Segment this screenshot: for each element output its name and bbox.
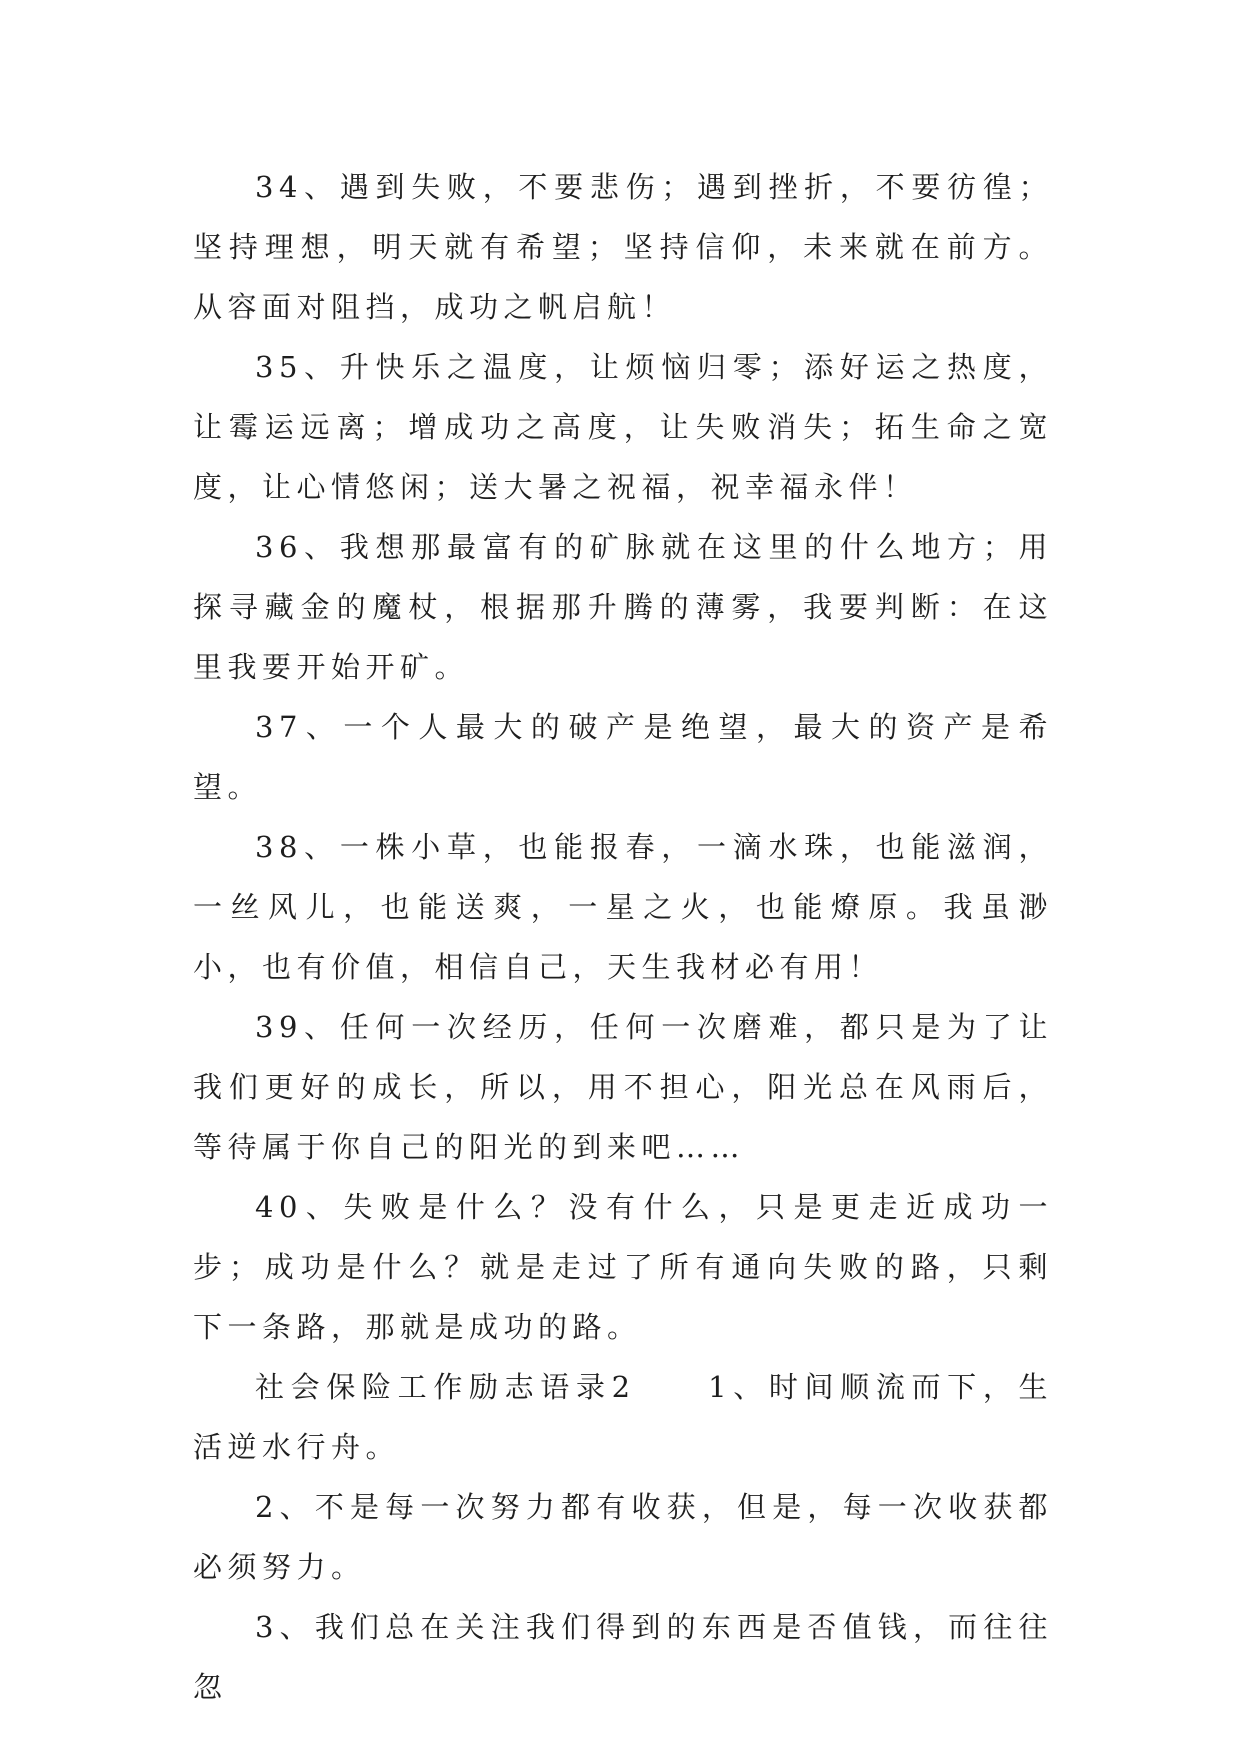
paragraph-35: 35、升快乐之温度，让烦恼归零；添好运之热度，让霉运远离；增成功之高度，让失败消失；拓生命之宽度，让心情悠闲；送大暑之祝福，祝幸福永伴！	[193, 350, 1053, 504]
section-heading-paragraph: 社会保险工作励志语录2 1、时间顺流而下，生活逆水行舟。	[193, 1370, 1053, 1464]
paragraph-39: 39、任何一次经历，任何一次磨难，都只是为了让我们更好的成长，所以，用不担心，阳光总在风雨后，等待属于你自己的阳光的到来吧……	[193, 1010, 1053, 1164]
paragraph-34: 34、遇到失败，不要悲伤；遇到挫折，不要彷徨；坚持理想，明天就有希望；坚持信仰，未来就在前方。从容面对阻挡，成功之帆启航！	[193, 170, 1053, 324]
paragraph-3: 3、我们总在关注我们得到的东西是否值钱，而往往忽	[193, 1610, 1053, 1704]
paragraph-38: 38、一株小草，也能报春，一滴水珠，也能滋润，一丝风儿，也能送爽，一星之火，也能燎原。我虽渺小，也有价值，相信自己，天生我材必有用！	[193, 830, 1053, 984]
paragraph-37: 37、一个人最大的破产是绝望，最大的资产是希望。	[193, 710, 1053, 804]
document-body	[193, 157, 1053, 1717]
paragraph-36: 36、我想那最富有的矿脉就在这里的什么地方；用探寻藏金的魔杖，根据那升腾的薄雾，我要判断：在这里我要开始开矿。	[193, 530, 1053, 684]
paragraph-2: 2、不是每一次努力都有收获，但是，每一次收获都必须努力。	[193, 1490, 1053, 1584]
paragraph-40: 40、失败是什么？没有什么，只是更走近成功一步；成功是什么？就是走过了所有通向失败的路，只剩下一条路，那就是成功的路。	[193, 1190, 1053, 1344]
